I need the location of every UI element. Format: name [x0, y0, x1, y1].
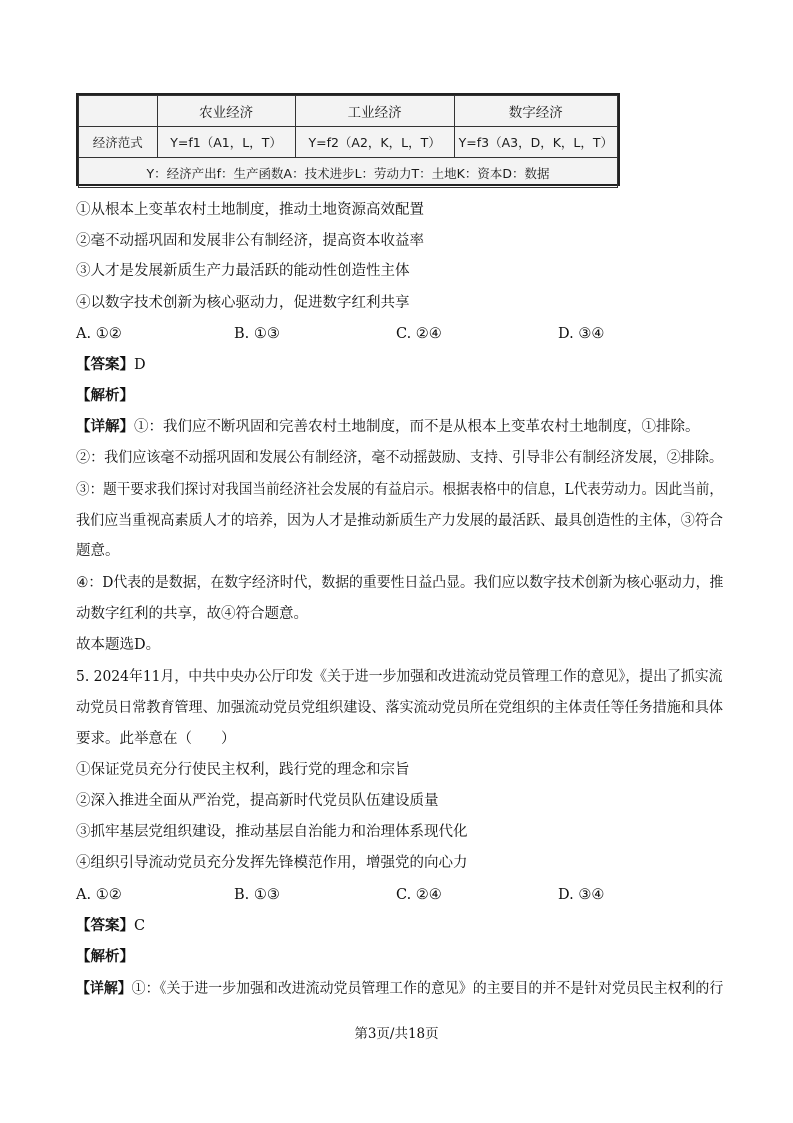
q5-option-a: A. ①②: [76, 887, 122, 903]
table-legend-row: [79, 158, 618, 188]
q4-detail-line: [76, 417, 700, 437]
q4-option-c: C. ②④: [396, 326, 442, 342]
table-cell-formula: Y=f3（A3，D，K，L，T）: [454, 127, 617, 158]
q4-statement: ③人才是发展新质生产力最活跃的能动性创造性主体: [76, 263, 410, 279]
q5-statement: ①保证党员充分行使民主权利，践行党的理念和宗旨: [76, 762, 410, 778]
table-header-agri: 农业经济: [157, 96, 295, 127]
q4-option-d: D. ③④: [558, 326, 605, 342]
table-header-digital: 数字经济: [454, 96, 617, 127]
detail-tag: 【详解】: [76, 418, 134, 435]
table-header-industry: 工业经济: [295, 96, 454, 127]
table-row-label: 经济范式: [79, 127, 158, 158]
answer-value: D: [134, 357, 146, 373]
q5-option-b: B. ①③: [234, 887, 280, 903]
table-header-empty: [79, 96, 158, 127]
q5-option-c: C. ②④: [396, 887, 442, 903]
q4-options: [76, 324, 716, 344]
answer-value: C: [134, 918, 146, 934]
q5-stem-line: 5. 2024年11月，中共中央办公厅印发《关于进一步加强和改进流动党员管理工作的意见》，提出了抓实流: [76, 669, 723, 685]
q4-detail-line: ③：题干要求我们探讨对我国当前经济社会发展的有益启示。根据表格中的信息，L代表劳动力。因此当前，: [76, 482, 723, 498]
q5-stem-line: 动党员日常教育管理、加强流动党员党组织建设、落实流动党员所在党组织的主体责任等任务措施和具体: [76, 700, 723, 716]
q5-statement: ④组织引导流动党员充分发挥先锋模范作用，增强党的向心力: [76, 855, 468, 871]
table-row: [79, 127, 618, 158]
answer-tag: 【答案】: [76, 356, 134, 373]
q4-conclusion: 故本题选D。: [76, 637, 161, 653]
economy-table-image: [76, 93, 620, 186]
q4-answer: [76, 355, 146, 375]
q5-options: [76, 885, 716, 905]
table-header-row: [79, 96, 618, 127]
q4-detail-line: ②：我们应该毫不动摇巩固和发展公有制经济，毫不动摇鼓励、支持、引导非公有制经济发展，②排除。: [76, 450, 723, 466]
q4-statement: ④以数字技术创新为核心驱动力，促进数字红利共享: [76, 295, 410, 311]
detail-text: ①：《关于进一步加强和改进流动党员管理工作的意见》的主要目的并不是针对党员民主权利的行: [131, 981, 724, 997]
table-cell-formula: Y=f2（A2，K，L，T）: [295, 127, 454, 158]
q5-answer: [76, 916, 145, 936]
q4-detail-line: 我们应当重视高素质人才的培养，因为人才是推动新质生产力发展的最活跃、最具创造性的主体，③符合: [76, 513, 723, 529]
q4-detail-line: ④：D代表的是数据，在数字经济时代，数据的重要性日益凸显。我们应以数字技术创新为核心驱动力，推: [76, 575, 724, 591]
q5-detail-line: [76, 979, 723, 999]
q4-detail-line: 动数字红利的共享，故④符合题意。: [76, 606, 308, 622]
q4-statement: ②毫不动摇巩固和发展非公有制经济，提高资本收益率: [76, 233, 424, 249]
q4-option-a: A. ①②: [76, 326, 122, 342]
answer-tag: 【答案】: [76, 917, 134, 934]
q4-option-b: B. ①③: [234, 326, 280, 342]
detail-tag: 【详解】: [76, 980, 132, 997]
q4-statement: ①从根本上变革农村土地制度，推动土地资源高效配置: [76, 202, 424, 218]
detail-text: ①：我们应不断巩固和完善农村土地制度，而不是从根本上变革农村土地制度，①排除。: [134, 419, 700, 435]
table-legend: Y：经济产出f：生产函数A：技术进步L：劳动力T：土地K：资本D：数据: [79, 158, 618, 188]
q5-stem-line: 要求。此举意在（ ）: [76, 731, 236, 747]
economy-table: [78, 95, 618, 188]
table-cell-formula: Y=f1（A1，L，T）: [157, 127, 295, 158]
q5-option-d: D. ③④: [558, 887, 605, 903]
q5-statement: ②深入推进全面从严治党，提高新时代党员队伍建设质量: [76, 793, 439, 809]
q4-detail-line: 题意。: [76, 543, 120, 559]
q4-analysis-tag: 【解析】: [76, 387, 134, 404]
q5-analysis-tag: 【解析】: [76, 948, 134, 965]
q5-statement: ③抓牢基层党组织建设，推动基层自治能力和治理体系现代化: [76, 824, 468, 840]
page-number: 第3页/共18页: [354, 1026, 439, 1042]
